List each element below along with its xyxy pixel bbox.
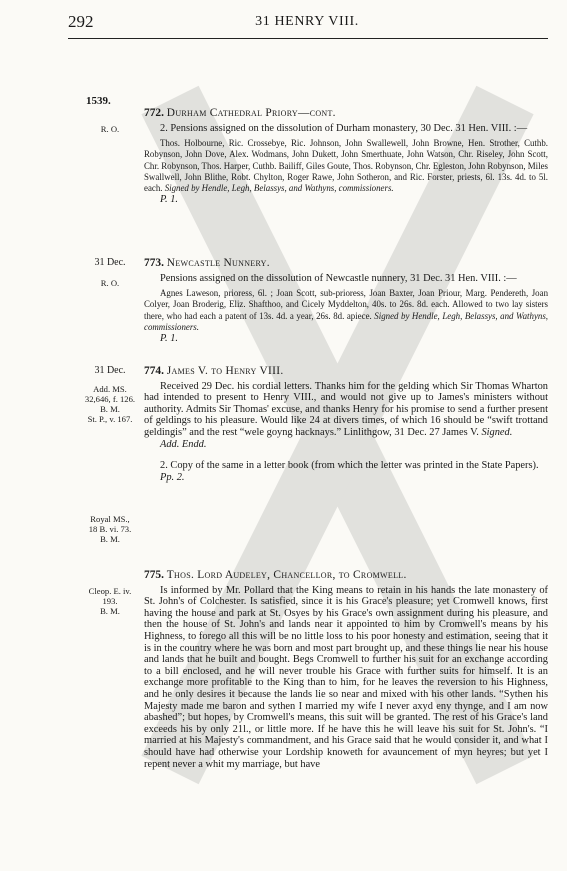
- margin-date: 31 Dec.: [94, 365, 126, 376]
- entry-heading: 775. Thos. Lord Audeley, Chancellor, to Cromwell.: [144, 569, 407, 581]
- entry-detail: Thos. Holbourne, Ric. Crossebye, Ric. Johnson, John Swallewell, John Browne, Hen. Strother, Cuthb. Robynson, John Dove, Alex. Wodmans, John Dukett, John Smerthuate, John Watson, Chr. Riseley, John Scott, Chr. Robynson, Thos. Harper, Cuthb. Bailiff, Giles Goute, Thos. Robynson, Chr. Egleston, John Robynson, Miles Swallwell, John Blithe, Robt. Chylton, Roger Rawe, John Sotheron, and Ric. Forster, priests, 6l. 13s. 4d. to 5l. each. Signed by Hendle, Legh, Belassys, and Wathyns, commissioners.: [144, 138, 548, 193]
- entry-heading: 772. Durham Cathedral Priory—cont.: [144, 107, 336, 119]
- page-number: 292: [68, 12, 94, 31]
- margin-ref: Add. MS. 32,646, f. 126. B. M. St. P., v. 167.: [84, 384, 136, 424]
- entry-endorsement: Add. Endd.: [160, 438, 207, 450]
- margin-ref: Cleop. E. iv. 193. B. M.: [88, 586, 132, 616]
- margin-ref: R. O.: [100, 124, 120, 134]
- margin-ref: R. O.: [100, 278, 120, 288]
- page-header: [68, 12, 546, 34]
- entry-heading: 773. Newcastle Nunnery.: [144, 257, 270, 269]
- margin-date: 31 Dec.: [94, 257, 126, 268]
- entry-copy-note: 2. Copy of the same in a letter book (from which the letter was printed in the State Papers).: [160, 460, 539, 472]
- header-rule: [68, 38, 548, 39]
- entry-pages: Pp. 2.: [160, 471, 185, 483]
- entry-body: Received 29 Dec. his cordial letters. Thanks him for the gelding which Sir Thomas Wharton had intended to present to Henry VIII., and would not give up to James's ministers without authority. Admits Sir Thomas' excuse, and thanks Henry for his promise to send a further present of geldings to his pleasure. Would like 24 at divers times, of which 16 should be “swift trottand geldingis” and the rest “wele goyng hacknays.” Linlithgow, 31 Dec. 27 James V. Signed.: [144, 380, 548, 438]
- year-label: 1539.: [86, 95, 111, 107]
- entry-intro: Pensions assigned on the dissolution of Newcastle nunnery, 31 Dec. 31 Hen. VIII. :—: [160, 272, 517, 284]
- entry-pages: P. 1.: [160, 194, 178, 206]
- running-title: 31 HENRY VIII.: [255, 14, 359, 29]
- entry-pages: P. 1.: [160, 333, 178, 344]
- entry-775: [144, 570, 548, 770]
- entry-detail: Agnes Laweson, prioress, 6l. ; Joan Scott, sub-prioress, Joan Baxter, Joan Priour, Marg. Pendereth, Joan Colyer, Joan Broderig, Eliz. Shafthoo, and Cicely Myddelton, 40s. to 26s. 8d. each. Allowed to two lay sisters there, who had each a patent of 13s. 4d. a year, 26s. 8d. apiece. Signed by Hendle, Legh, Belassys, and Wathyns, commissioners.: [144, 288, 549, 332]
- entry-heading: 774. James V. to Henry VIII.: [144, 365, 284, 377]
- entry-773: [144, 258, 548, 345]
- entry-774: [144, 366, 548, 483]
- margin-ref: Royal MS., 18 B. vi. 73. B. M.: [88, 514, 132, 544]
- entry-intro: 2. Pensions assigned on the dissolution of Durham monastery, 30 Dec. 31 Hen. VIII. :—: [160, 122, 528, 134]
- entry-body: Is informed by Mr. Pollard that the King means to retain in his hands the late monastery of St. John's of Colchester. Is satisfied, since it is his Grace's pleasure; yet Cromwell knows, first having the house and park at St. Osyes by his Grace's own assignment during his pleasure, and then the house of St. John's and lands near it appointed to him by Cromwell's means by his Highness, to forego all this will be no little loss to his poor honesty and estimation, seeing that it is in the country where he was born and most part brought up, and these things lie near his house and lands that he built and bought. Begs Cromwell to further his suit for an exchange according to a bill enclosed, and he will never trouble his Grace with further suits for himself. It is an exchange more profitable to the King than to him, for he leaves the reversion to his Highness, and he only desires it because the lands lie so near and mixed with his other lands. “Sythen his Majesty made me baron and sythen I married my wife I never axyd eny thynge, and I am now abashed”; but hopes, by Cromwell's means, this suit will be granted. The rest of his Grace's land exceeds his by only 21l., or little more. If he have this he will leave his suit for St. John's. “I married at his Majesty's commandment, and his Grace said that he would consider it, and what I should have had otherwise your Lordship knoweth for avauncement of myn heyres; but yet I repent never a whit my marriage, but have: [144, 584, 548, 770]
- entry-772: [144, 108, 548, 206]
